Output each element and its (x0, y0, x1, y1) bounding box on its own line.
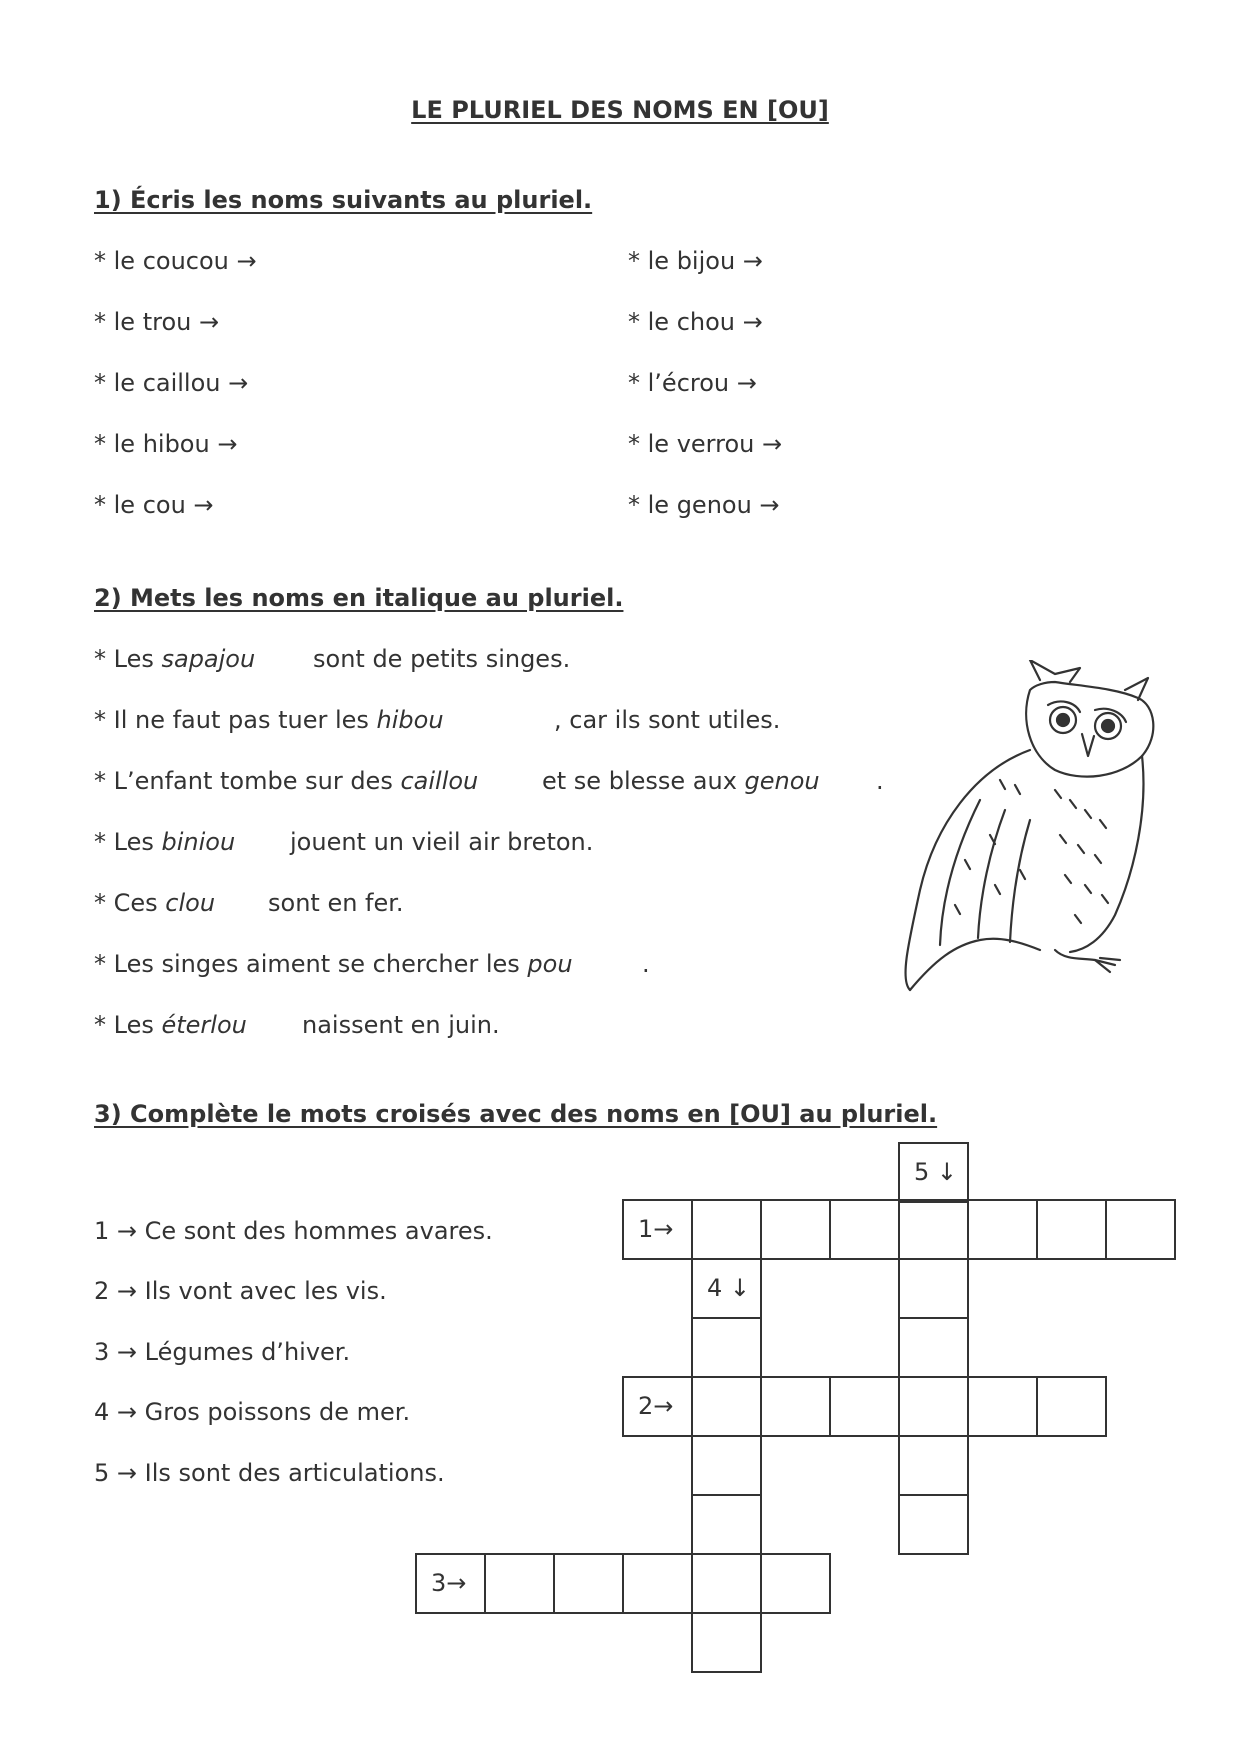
crossword-cell[interactable] (967, 1199, 1038, 1260)
crossword-cell[interactable] (484, 1553, 555, 1614)
crossword-cell[interactable] (898, 1258, 969, 1319)
ex2-sentence-dot: . (876, 767, 884, 795)
crossword-clue-label-2: 2→ (622, 1376, 693, 1437)
crossword-cell[interactable] (760, 1199, 831, 1260)
crossword-cell[interactable] (691, 1199, 762, 1260)
owl-illustration (880, 660, 1170, 1000)
ex1-item: * le genou → (628, 491, 780, 519)
ex2-sentence: * L’enfant tombe sur des caillou (94, 767, 479, 795)
crossword-cell[interactable] (622, 1553, 693, 1614)
ex1-item: * le trou → (94, 308, 220, 336)
ex1-item: * le coucou → (94, 247, 257, 275)
crossword-cell[interactable] (898, 1494, 969, 1555)
crossword-cell[interactable] (829, 1376, 900, 1437)
clue-1: 1 → Ce sont des hommes avares. (94, 1217, 493, 1245)
ex2-sentence-end: sont de petits singes. (313, 645, 571, 673)
ex2-sentence: * Ces clou (94, 889, 216, 917)
crossword-cell[interactable] (1036, 1199, 1107, 1260)
crossword-cell[interactable] (691, 1553, 762, 1614)
ex2-sentence-end: . (642, 950, 650, 978)
exercise3-heading: 3) Complète le mots croisés avec des noms en [OU] au pluriel. (94, 1100, 938, 1128)
ex2-sentence-end: et se blesse aux genou (542, 767, 820, 795)
clue-5: 5 → Ils sont des articulations. (94, 1459, 445, 1487)
crossword-clue-label-5: 5 ↓ (898, 1142, 969, 1203)
crossword-clue-label-1: 1→ (622, 1199, 693, 1260)
crossword-cell[interactable] (1105, 1199, 1176, 1260)
exercise1-heading: 1) Écris les noms suivants au pluriel. (94, 186, 593, 214)
crossword-cell[interactable] (898, 1199, 969, 1260)
crossword-cell[interactable] (691, 1317, 762, 1378)
ex1-item: * le hibou → (94, 430, 238, 458)
crossword-clue-label-3: 3→ (415, 1553, 486, 1614)
crossword-cell[interactable] (760, 1553, 831, 1614)
ex2-sentence: * Les singes aiment se chercher les pou (94, 950, 573, 978)
ex2-sentence: * Il ne faut pas tuer les hibou (94, 706, 444, 734)
crossword-cell[interactable] (691, 1494, 762, 1555)
crossword-cell[interactable] (898, 1376, 969, 1437)
clue-2: 2 → Ils vont avec les vis. (94, 1277, 387, 1305)
ex2-sentence: * Les biniou (94, 828, 236, 856)
ex2-sentence-end: sont en fer. (268, 889, 404, 917)
crossword-cell[interactable] (898, 1435, 969, 1496)
ex2-sentence-end: naissent en juin. (302, 1011, 500, 1039)
ex1-item: * l’écrou → (628, 369, 757, 397)
ex1-item: * le caillou → (94, 369, 249, 397)
crossword-cell[interactable] (898, 1317, 969, 1378)
clue-3: 3 → Légumes d’hiver. (94, 1338, 351, 1366)
ex1-item: * le cou → (94, 491, 214, 519)
crossword-cell[interactable] (691, 1435, 762, 1496)
crossword-cell[interactable] (691, 1612, 762, 1673)
crossword-clue-label-4: 4 ↓ (691, 1258, 762, 1319)
crossword-cell[interactable] (1036, 1376, 1107, 1437)
exercise2-heading: 2) Mets les noms en italique au pluriel. (94, 584, 624, 612)
clue-4: 4 → Gros poissons de mer. (94, 1398, 411, 1426)
ex1-item: * le chou → (628, 308, 763, 336)
ex1-item: * le bijou → (628, 247, 763, 275)
crossword-cell[interactable] (829, 1199, 900, 1260)
ex2-sentence-end: jouent un vieil air breton. (290, 828, 594, 856)
crossword-cell[interactable] (967, 1376, 1038, 1437)
page-title: LE PLURIEL DES NOMS EN [OU] (411, 96, 829, 124)
crossword-cell[interactable] (760, 1376, 831, 1437)
ex2-sentence: * Les sapajou (94, 645, 256, 673)
ex2-sentence-end: , car ils sont utiles. (554, 706, 781, 734)
crossword-cell[interactable] (553, 1553, 624, 1614)
crossword-cell[interactable] (691, 1376, 762, 1437)
ex1-item: * le verrou → (628, 430, 783, 458)
ex2-sentence: * Les éterlou (94, 1011, 247, 1039)
